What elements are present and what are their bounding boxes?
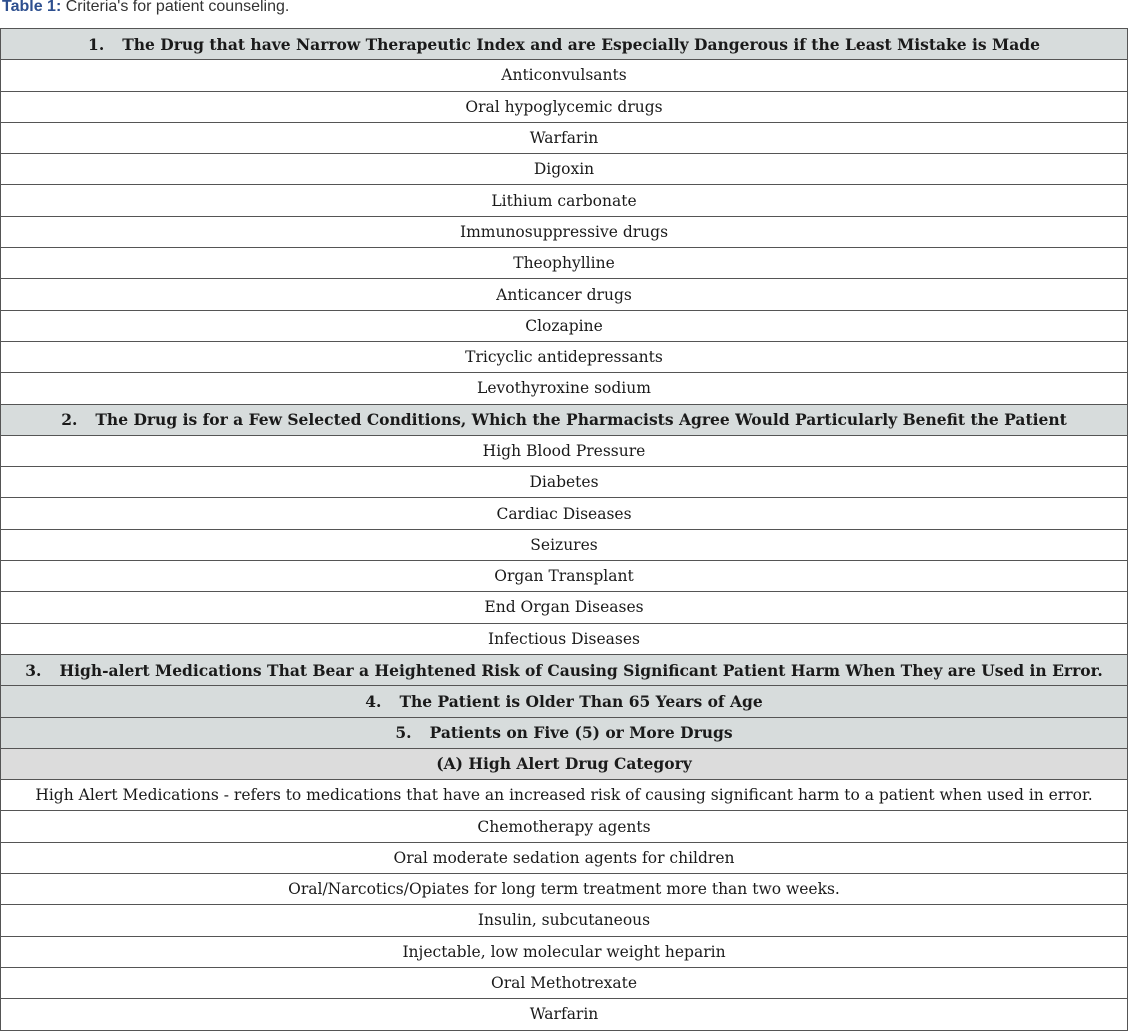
- table-row: Theophylline: [0, 248, 1128, 279]
- table-row: Anticonvulsants: [0, 60, 1128, 91]
- table-caption-label: Table 1:: [2, 0, 62, 15]
- section-header-row: [0, 718, 1128, 749]
- table-row: Levothyroxine sodium: [0, 373, 1128, 404]
- section-number: 3.: [25, 660, 42, 680]
- table-row: Warfarin: [0, 999, 1128, 1030]
- table-row: Seizures: [0, 530, 1128, 561]
- table-row: Clozapine: [0, 311, 1128, 342]
- table-row: Chemotherapy agents: [0, 811, 1128, 842]
- table-row: Warfarin: [0, 123, 1128, 154]
- section-title: The Patient is Older Than 65 Years of Age: [399, 691, 763, 711]
- table-row: Diabetes: [0, 467, 1128, 498]
- section-header-row: [0, 405, 1128, 436]
- table-row: Anticancer drugs: [0, 279, 1128, 310]
- table-caption-text: Criteria's for patient counseling.: [65, 0, 290, 15]
- table-row: Injectable, low molecular weight heparin: [0, 937, 1128, 968]
- table-row: Immunosuppressive drugs: [0, 217, 1128, 248]
- section-header-row: [0, 29, 1128, 60]
- table-row: Infectious Diseases: [0, 624, 1128, 655]
- table-row: High Alert Medications - refers to medications that have an increased risk of causing significant harm to a patient when used in error.: [0, 780, 1128, 811]
- table-row: Digoxin: [0, 154, 1128, 185]
- criteria-table: [0, 28, 1128, 1031]
- table-row: Cardiac Diseases: [0, 498, 1128, 529]
- table-caption: [2, 0, 289, 17]
- section-header-row: [0, 686, 1128, 717]
- table-row: Oral Methotrexate: [0, 968, 1128, 999]
- table-row: Oral/Narcotics/Opiates for long term treatment more than two weeks.: [0, 874, 1128, 905]
- section-number: 2.: [61, 410, 78, 430]
- table-row: Lithium carbonate: [0, 185, 1128, 216]
- section-title: The Drug that have Narrow Therapeutic Index and are Especially Dangerous if the Least Mistake is Made: [122, 34, 1040, 54]
- table-row: Oral moderate sedation agents for children: [0, 843, 1128, 874]
- table-row: High Blood Pressure: [0, 436, 1128, 467]
- section-number: 4.: [365, 691, 382, 711]
- section-header-row: [0, 655, 1128, 686]
- section-title: The Drug is for a Few Selected Conditions, Which the Pharmacists Agree Would Particularly Benefit the Patient: [95, 410, 1067, 430]
- table-row: End Organ Diseases: [0, 592, 1128, 623]
- subsection-header-row: (A) High Alert Drug Category: [0, 749, 1128, 780]
- section-number: 1.: [88, 34, 105, 54]
- section-title: Patients on Five (5) or More Drugs: [429, 723, 733, 743]
- table-row: Tricyclic antidepressants: [0, 342, 1128, 373]
- section-number: 5.: [395, 723, 412, 743]
- table-row: Organ Transplant: [0, 561, 1128, 592]
- table-row: Insulin, subcutaneous: [0, 905, 1128, 936]
- section-title: High-alert Medications That Bear a Heightened Risk of Causing Significant Patient Harm When They are Used in Error.: [59, 660, 1103, 680]
- table-row: Oral hypoglycemic drugs: [0, 92, 1128, 123]
